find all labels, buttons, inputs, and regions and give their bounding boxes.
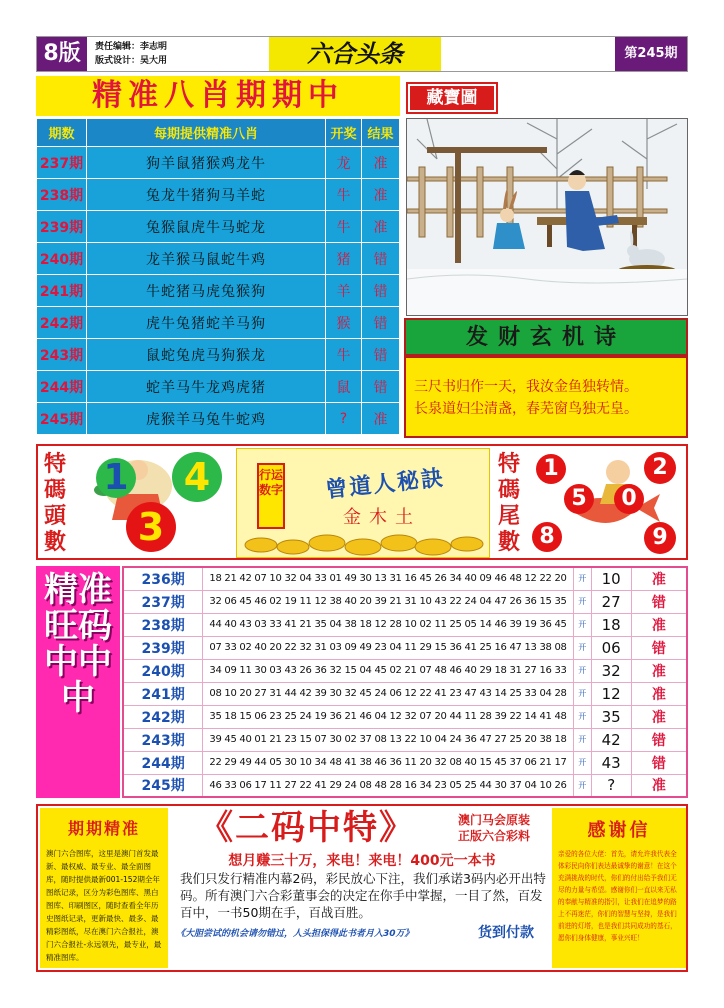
designer-line: 版式设计：吴大用	[95, 56, 168, 66]
row-result: 准	[362, 179, 400, 211]
row-period: 245期	[37, 403, 87, 435]
wangma-label: 精准旺码中中中	[44, 570, 112, 718]
picture-label: 藏寶圖	[408, 84, 496, 112]
wangma-row	[123, 567, 687, 590]
wangma-period: 245期	[123, 774, 203, 797]
wangma-row	[123, 682, 687, 705]
head-digits-label: 特碼頭數	[43, 452, 66, 555]
thank-you-letter	[552, 808, 686, 968]
macau-line: 澳门马会原装	[457, 813, 530, 827]
row-draw: ?	[326, 403, 362, 435]
row-period: 244期	[37, 371, 87, 403]
row-result: 准	[362, 403, 400, 435]
prediction-row	[37, 243, 400, 275]
prediction-row	[37, 403, 400, 435]
wangma-open-label: 开	[573, 590, 591, 613]
col-zodiacs: 每期提供精准八肖	[87, 119, 326, 147]
prediction-rows	[37, 147, 400, 435]
col-result: 结果	[362, 119, 400, 147]
wangma-value: 18	[591, 613, 631, 636]
row-result: 准	[362, 211, 400, 243]
wangma-row	[123, 705, 687, 728]
row-period: 238期	[37, 179, 87, 211]
wangma-rows	[123, 567, 687, 797]
wangma-row	[123, 659, 687, 682]
wangma-open-label: 开	[573, 636, 591, 659]
wangma-row	[123, 590, 687, 613]
col-period: 期数	[37, 119, 87, 147]
winter-scene-illustration	[407, 119, 688, 316]
page-header	[36, 36, 688, 72]
row-zodiacs: 兔猴鼠虎牛马蛇龙	[87, 211, 326, 243]
library-intro-panel	[40, 808, 168, 968]
wangma-numbers: 39 45 40 01 21 23 15 07 30 02 37 08 13 22 10 04 24 36 47 27 25 20 38 18	[203, 728, 574, 751]
library-intro-body: 澳门六合图库，这里是澳门首发最新、最权威、最专业、最全面图库，随时提供最新001-152期全年图纸记录，区分为彩色图库、黑白图库、印刷图区，随时查看全年历史图纸记录，更新最快、最多、最精彩图纸，尽在澳门六合报社，澳门六合报社-永远领先，最专业，最精准图库。	[46, 849, 162, 962]
digits-band	[36, 444, 688, 560]
library-intro-title: 期期精准	[67, 819, 140, 838]
thank-you-body: 亲爱的各位大佬：首先，请允许我代表全体彩民向你们表达最诚挚的谢意！在这个充满挑战的时代，你们的付出给予我们无尽的力量与希望。感谢你们一直以来无私的奉献与精准的指引，让我们在追梦的路上不再迷茫，你们的智慧与坚持，是我们前进的灯塔，也是我们共同成功的基石，愿你们身体健康，事业兴旺！	[558, 850, 677, 942]
wangma-result: 准	[631, 567, 687, 590]
edition-badge: 8版	[37, 37, 87, 71]
wangma-row	[123, 728, 687, 751]
two-code-title: 《二码中特》	[199, 808, 415, 848]
row-draw: 牛	[326, 339, 362, 371]
row-period: 243期	[37, 339, 87, 371]
wangma-value: 32	[591, 659, 631, 682]
tail-ball: 9	[644, 522, 676, 554]
wangma-value: 12	[591, 682, 631, 705]
wangma-table	[122, 566, 688, 798]
row-zodiacs: 兔龙牛猪狗马羊蛇	[87, 179, 326, 211]
poem-title: 发财玄机诗	[404, 318, 688, 356]
wangma-value: 43	[591, 751, 631, 774]
wangma-numbers: 07 33 02 40 20 22 32 31 03 09 49 23 04 11 29 15 36 41 25 16 47 13 38 08	[203, 636, 574, 659]
col-draw: 开奖	[326, 119, 362, 147]
row-period: 242期	[37, 307, 87, 339]
wangma-result: 准	[631, 682, 687, 705]
wangma-open-label: 开	[573, 613, 591, 636]
zengdao-title: 曾道人秘訣	[324, 464, 447, 504]
bottom-ad-section	[36, 804, 688, 972]
poem-line: 长泉道妇尘清盏，春芜窗鸟独无皇。	[414, 401, 638, 417]
wangma-result: 错	[631, 636, 687, 659]
wangma-period: 237期	[123, 590, 203, 613]
row-period: 237期	[37, 147, 87, 179]
row-result: 错	[362, 243, 400, 275]
wangma-numbers: 46 33 06 17 11 27 22 41 29 24 08 48 28 16 34 23 05 25 44 30 37 04 10 26	[203, 774, 574, 797]
row-zodiacs: 狗羊鼠猪猴鸡龙牛	[87, 147, 326, 179]
wangma-value: ?	[591, 774, 631, 797]
wangma-result: 准	[631, 705, 687, 728]
row-zodiacs: 虎猴羊马兔牛蛇鸡	[87, 403, 326, 435]
macau-line: 正版六合彩料	[457, 829, 530, 843]
wangma-result: 准	[631, 774, 687, 797]
cash-on-delivery: 货到付款	[478, 925, 534, 941]
tail-ball: 8	[532, 522, 562, 552]
wangma-period: 240期	[123, 659, 203, 682]
wangma-period: 242期	[123, 705, 203, 728]
wangma-numbers: 18 21 42 07 10 32 04 33 01 49 30 13 31 16 45 26 34 40 09 46 48 12 22 20	[203, 567, 574, 590]
tail-ball: 2	[644, 452, 676, 484]
tail-digits-label: 特碼尾數	[497, 452, 520, 555]
thank-you-title: 感谢信	[587, 820, 651, 841]
head-ball: 3	[126, 502, 176, 552]
wangma-numbers: 34 09 11 30 03 43 26 36 32 15 04 45 02 21 07 48 46 40 29 18 31 27 16 33	[203, 659, 574, 682]
row-zodiacs: 鼠蛇兔虎马狗猴龙	[87, 339, 326, 371]
wangma-open-label: 开	[573, 705, 591, 728]
wangma-row	[123, 636, 687, 659]
five-elements: 金木土	[343, 507, 421, 528]
wangma-period: 244期	[123, 751, 203, 774]
prediction-row	[37, 339, 400, 371]
row-zodiacs: 虎牛兔猪蛇羊马狗	[87, 307, 326, 339]
wangma-numbers: 44 40 43 03 33 41 21 35 04 38 18 12 28 10 02 11 25 05 14 46 39 19 36 45	[203, 613, 574, 636]
wangma-numbers: 08 10 20 27 31 44 42 39 30 32 45 24 06 12 22 41 23 47 43 14 25 33 04 28	[203, 682, 574, 705]
row-draw: 龙	[326, 147, 362, 179]
treasure-picture	[406, 118, 688, 316]
ad-footnote: 《大胆尝试的机会请勿错过，人头担保得此书者月入30万》	[176, 929, 414, 939]
wangma-open-label: 开	[573, 774, 591, 797]
row-draw: 羊	[326, 275, 362, 307]
wangma-period: 238期	[123, 613, 203, 636]
row-result: 错	[362, 275, 400, 307]
row-zodiacs: 龙羊猴马鼠蛇牛鸡	[87, 243, 326, 275]
wangma-result: 错	[631, 590, 687, 613]
wangma-open-label: 开	[573, 751, 591, 774]
wangma-period: 241期	[123, 682, 203, 705]
prediction-row	[37, 179, 400, 211]
prediction-row	[37, 371, 400, 403]
poem-text	[404, 356, 688, 438]
row-result: 错	[362, 371, 400, 403]
row-period: 240期	[37, 243, 87, 275]
row-draw: 猪	[326, 243, 362, 275]
wangma-open-label: 开	[573, 567, 591, 590]
prediction-row	[37, 211, 400, 243]
wangma-banner	[36, 566, 120, 798]
poem-line: 三尺书归作一天，我汝金鱼独转情。	[414, 379, 638, 395]
wangma-value: 06	[591, 636, 631, 659]
tail-ball: 0	[614, 484, 644, 514]
wangma-period: 243期	[123, 728, 203, 751]
wangma-row	[123, 774, 687, 797]
row-draw: 猴	[326, 307, 362, 339]
wangma-result: 准	[631, 613, 687, 636]
wangma-numbers: 35 18 15 06 23 25 24 19 36 21 46 04 12 32 07 20 44 11 28 39 22 14 41 48	[203, 705, 574, 728]
row-draw: 鼠	[326, 371, 362, 403]
prediction-row	[37, 147, 400, 179]
earn-slogan: 想月赚三十万，来电！来电！400元一本书	[228, 853, 496, 869]
head-ball: 1	[96, 458, 136, 498]
lucky-numbers-label: 行运数字	[257, 463, 285, 529]
row-result: 错	[362, 307, 400, 339]
wangma-value: 42	[591, 728, 631, 751]
issue-number: 第245期	[615, 37, 687, 71]
prediction-row	[37, 307, 400, 339]
wangma-numbers: 32 06 45 46 02 19 11 12 38 40 20 39 21 31 10 43 22 24 04 47 26 36 15 35	[203, 590, 574, 613]
wangma-row	[123, 613, 687, 636]
zodiac-prediction-table	[36, 118, 400, 435]
wangma-value: 35	[591, 705, 631, 728]
wangma-value: 27	[591, 590, 631, 613]
row-result: 错	[362, 339, 400, 371]
wangma-result: 错	[631, 728, 687, 751]
row-zodiacs: 牛蛇猪马虎兔猴狗	[87, 275, 326, 307]
wangma-result: 准	[631, 659, 687, 682]
row-draw: 牛	[326, 211, 362, 243]
lucky-panel	[236, 448, 490, 558]
tail-ball: 1	[536, 454, 566, 484]
wangma-result: 错	[631, 751, 687, 774]
wangma-period: 236期	[123, 567, 203, 590]
row-period: 241期	[37, 275, 87, 307]
wangma-open-label: 开	[573, 682, 591, 705]
row-draw: 牛	[326, 179, 362, 211]
wangma-numbers: 22 29 49 44 05 30 10 34 48 41 38 46 36 11 20 32 08 40 15 45 37 06 21 17	[203, 751, 574, 774]
wangma-open-label: 开	[573, 728, 591, 751]
wangma-row	[123, 751, 687, 774]
brand-title: 六合头条	[269, 37, 441, 71]
tail-ball: 5	[564, 484, 594, 514]
table-header-row	[37, 119, 400, 147]
wangma-period: 239期	[123, 636, 203, 659]
headline: 精准八肖期期中	[36, 76, 400, 116]
macau-official-note	[442, 812, 546, 844]
gold-ingots-icon	[241, 529, 487, 557]
row-result: 准	[362, 147, 400, 179]
editors-credit	[95, 40, 167, 68]
prediction-row	[37, 275, 400, 307]
row-period: 239期	[37, 211, 87, 243]
ad-body-text: 我们只发行精准内幕2码，彩民放心下注，我们承诺3码内必开出特码。所有澳门六合彩董事会的决定在你手中掌握，一目了然，百发百中，一书50期在手，百战百胜。	[180, 871, 546, 920]
head-ball: 4	[172, 452, 222, 502]
wangma-open-label: 开	[573, 659, 591, 682]
row-zodiacs: 蛇羊马牛龙鸡虎猪	[87, 371, 326, 403]
editor-line: 责任编辑：李志明	[95, 42, 168, 52]
wangma-value: 10	[591, 567, 631, 590]
